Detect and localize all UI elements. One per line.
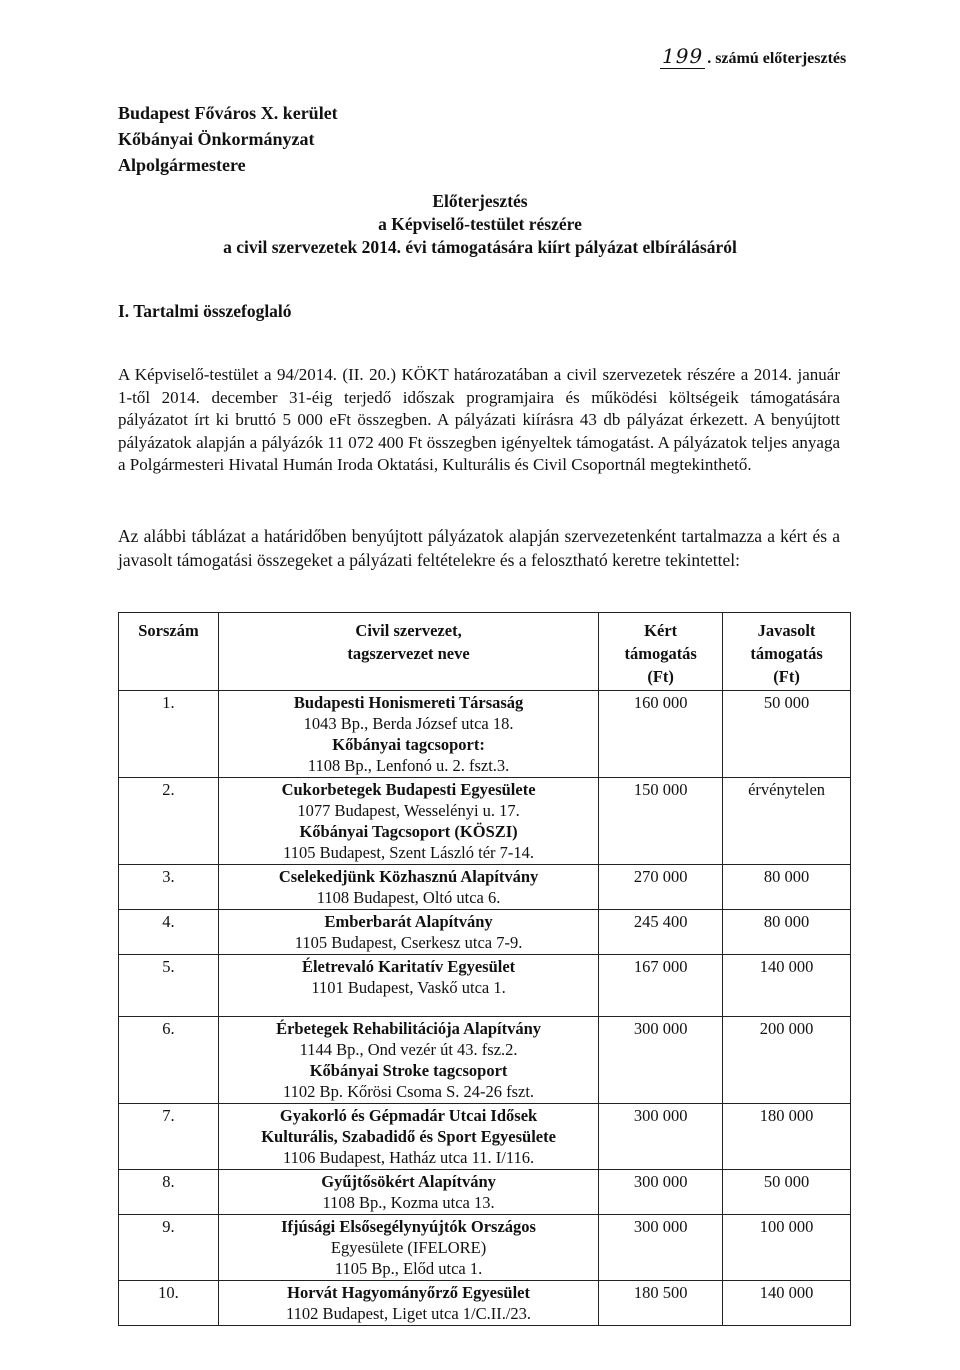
grants-table: [118, 612, 851, 1326]
proposed-amount: 80 000: [723, 910, 851, 955]
organization-address: 1101 Budapest, Vaskő utca 1.: [311, 978, 506, 997]
organization-address: 1077 Budapest, Wesselényi u. 17.: [297, 801, 520, 820]
organization-cell: [218, 1017, 598, 1104]
requested-amount: 300 000: [599, 1104, 723, 1170]
row-number: 5.: [119, 955, 219, 1017]
requested-amount: 300 000: [599, 1215, 723, 1281]
requested-amount: 167 000: [599, 955, 723, 1017]
issuer-block: [118, 100, 338, 178]
requested-amount: 180 500: [599, 1281, 723, 1326]
organization-cell: [218, 1281, 598, 1326]
requested-amount: 245 400: [599, 910, 723, 955]
row-number: 7.: [119, 1104, 219, 1170]
header-proposed: Javasolt támogatás (Ft): [723, 613, 851, 691]
proposed-amount: 100 000: [723, 1215, 851, 1281]
organization-address: 1043 Bp., Berda József utca 18.: [303, 714, 514, 733]
table-row: [119, 1281, 851, 1326]
table-row: [119, 1104, 851, 1170]
table-row: [119, 1170, 851, 1215]
organization-name: Gyűjtősökért Alapítvány: [321, 1172, 496, 1191]
organization-name: Gyakorló és Gépmadár Utcai Idősek: [279, 1106, 538, 1125]
organization-name: Emberbarát Alapítvány: [324, 912, 493, 931]
document-number-suffix: . számú előterjesztés: [707, 50, 847, 67]
organization-address: 1105 Budapest, Szent László tér 7-14.: [283, 843, 535, 862]
table-intro-paragraph: Az alábbi táblázat a határidőben benyújtott pályázatok alapján szervezetenként tartalmazza a kért és a javasolt támogatási összegeket a pályázati feltételekre és a felosztható keretre tekintettel:: [118, 526, 840, 570]
table-row: [119, 778, 851, 865]
proposed-amount: 50 000: [723, 1170, 851, 1215]
row-number: 9.: [119, 1215, 219, 1281]
organization-name: Kőbányai Stroke tagcsoport: [309, 1061, 508, 1080]
table-header-row: [119, 613, 851, 691]
organization-name: Cukorbetegek Budapesti Egyesülete: [281, 780, 536, 799]
organization-address: 1102 Bp. Kőrösi Csoma S. 24-26 fszt.: [283, 1082, 535, 1101]
organization-address: 1102 Budapest, Liget utca 1/C.II./23.: [286, 1304, 532, 1323]
organization-address: 1105 Bp., Előd utca 1.: [334, 1259, 483, 1278]
organization-name: Kőbányai tagcsoport:: [332, 735, 485, 754]
organization-cell: [218, 865, 598, 910]
organization-cell: [218, 910, 598, 955]
header-number: Sorszám: [119, 613, 219, 691]
proposed-amount: érvénytelen: [723, 778, 851, 865]
organization-name: Cselekedjünk Közhasznú Alapítvány: [278, 867, 539, 886]
row-number: 10.: [119, 1281, 219, 1326]
requested-amount: 150 000: [599, 778, 723, 865]
proposed-amount: 140 000: [723, 1281, 851, 1326]
proposed-amount: 200 000: [723, 1017, 851, 1104]
table-row: [119, 1017, 851, 1104]
issuer-line-3: Alpolgármestere: [118, 155, 246, 175]
table-row: [119, 955, 851, 1017]
table-row: [119, 910, 851, 955]
row-number: 2.: [119, 778, 219, 865]
title-line-2: a Képviselő-testület részére: [378, 214, 582, 234]
organization-cell: [218, 955, 598, 1017]
title-line-1: Előterjesztés: [432, 191, 528, 211]
organization-address: 1144 Bp., Ond vezér út 43. fsz.2.: [299, 1040, 518, 1059]
document-number: [660, 44, 846, 68]
organization-cell: [218, 1104, 598, 1170]
table-row: [119, 1215, 851, 1281]
requested-amount: 270 000: [599, 865, 723, 910]
handwritten-number: 199: [662, 44, 704, 68]
organization-name: Kulturális, Szabadidő és Sport Egyesülete: [261, 1127, 556, 1146]
title-line-3: a civil szervezetek 2014. évi támogatására kiírt pályázat elbírálásáról: [223, 237, 737, 257]
organization-address: 1108 Bp., Kozma utca 13.: [322, 1193, 495, 1212]
requested-amount: 160 000: [599, 691, 723, 778]
organization-address: Egyesülete (IFELORE): [330, 1238, 487, 1257]
table-row: [119, 865, 851, 910]
requested-amount: 300 000: [599, 1017, 723, 1104]
organization-address: 1108 Bp., Lenfonó u. 2. fszt.3.: [307, 756, 510, 775]
header-organization: Civil szervezet, tagszervezet neve: [218, 613, 598, 691]
proposed-amount: 80 000: [723, 865, 851, 910]
organization-name: Budapesti Honismereti Társaság: [293, 693, 524, 712]
organization-address: 1106 Budapest, Hatház utca 11. I/116.: [283, 1148, 535, 1167]
organization-name: Életrevaló Karitatív Egyesület: [301, 957, 516, 976]
organization-cell: [218, 1170, 598, 1215]
organization-cell: [218, 691, 598, 778]
organization-cell: [218, 778, 598, 865]
organization-address: 1108 Budapest, Oltó utca 6.: [316, 888, 501, 907]
row-number: 1.: [119, 691, 219, 778]
organization-name: Kőbányai Tagcsoport (KÖSZI): [299, 822, 518, 841]
summary-paragraph: A Képviselő-testület a 94/2014. (II. 20.) KÖKT határozatában a civil szervezetek részére a 2014. január 1-től 2014. december 31-éig terjedő időszak programjaira és működési költségeik támogatására pályázatot írt ki bruttó 5 000 eFt összegben. A pályázati kiírásra 43 db pályázat érkezett. A benyújtott pályázatok alapján a pályázók 11 072 400 Ft összegben igényeltek támogatást. A pályázatok teljes anyaga a Polgármesteri Hivatal Humán Iroda Oktatási, Kulturális és Civil Csoportnál megtekinthető.: [118, 365, 840, 474]
proposed-amount: 180 000: [723, 1104, 851, 1170]
row-number: 8.: [119, 1170, 219, 1215]
proposed-amount: 50 000: [723, 691, 851, 778]
table-row: [119, 691, 851, 778]
section-heading: I. Tartalmi összefoglaló: [118, 301, 292, 321]
issuer-line-1: Budapest Főváros X. kerület: [118, 103, 338, 123]
organization-name: Ifjúsági Elsősegélynyújtók Országos: [281, 1217, 536, 1236]
row-number: 6.: [119, 1017, 219, 1104]
row-number: 4.: [119, 910, 219, 955]
organization-name: Érbetegek Rehabilitációja Alapítvány: [276, 1019, 542, 1038]
document-title: [180, 190, 780, 259]
issuer-line-2: Kőbányai Önkormányzat: [118, 129, 315, 149]
header-requested: Kért támogatás (Ft): [599, 613, 723, 691]
requested-amount: 300 000: [599, 1170, 723, 1215]
organization-cell: [218, 1215, 598, 1281]
row-number: 3.: [119, 865, 219, 910]
organization-name: Horvát Hagyományőrző Egyesület: [287, 1283, 530, 1302]
organization-address: 1105 Budapest, Cserkesz utca 7-9.: [294, 933, 523, 952]
proposed-amount: 140 000: [723, 955, 851, 1017]
